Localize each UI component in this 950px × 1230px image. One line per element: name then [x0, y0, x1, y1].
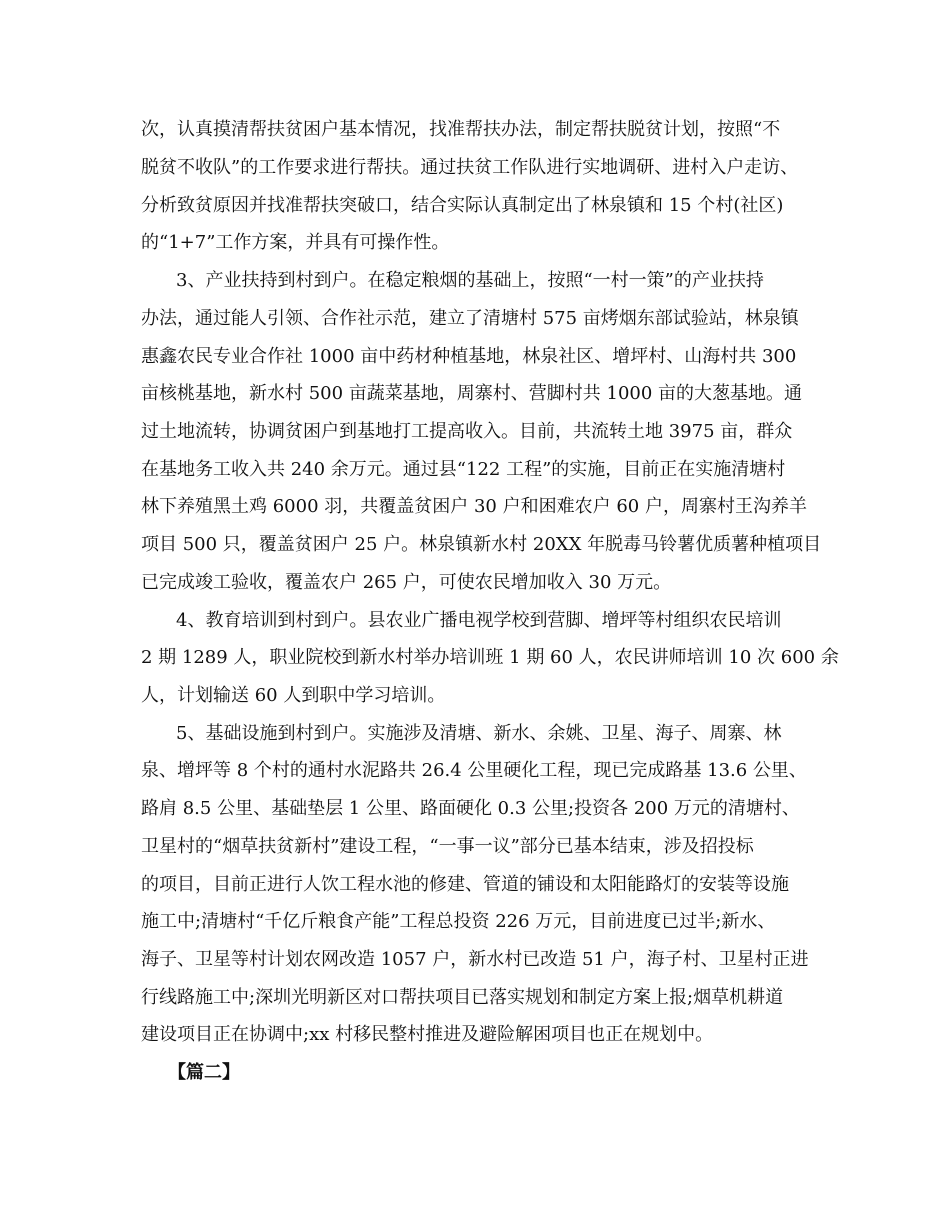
text-line-20: 卫星村的“烟草扶贫新村”建设工程，“一事一议”部分已基本结束，涉及招投标: [141, 836, 754, 857]
text-line-8: 亩核桃基地，新水村 500 亩蔬菜基地，周寨村、营脚村共 1000 亩的大葱基地。通: [141, 383, 803, 404]
text-line-12: 项目 500 只，覆盖贫困户 25 户。林泉镇新水村 20XX 年脱毒马铃薯优质薯种植项目: [141, 534, 822, 555]
text-line-4: 的“1+7”工作方案，并具有可操作性。: [141, 232, 450, 253]
text-line-10: 在基地务工收入共 240 余万元。通过县“122 工程”的实施，目前正在实施清塘村: [141, 459, 786, 480]
text-line-25: 建设项目正在协调中;xx 村移民整村推进及避险解困项目也正在规划中。: [141, 1024, 714, 1045]
text-line-6: 办法，通过能人引领、合作社示范，建立了清塘村 575 亩烤烟东部试验站，林泉镇: [141, 308, 799, 329]
text-line-2: 脱贫不收队”的工作要求进行帮扶。通过扶贫工作队进行实地调研、进村入户走访、: [141, 157, 799, 178]
text-line-9: 过土地流转，协调贫困户到基地打工提高收入。目前，共流转土地 3975 亩，群众: [141, 421, 793, 442]
text-line-24: 行线路施工中;深圳光明新区对口帮扶项目已落实规划和制定方案上报;烟草机耕道: [141, 987, 784, 1008]
text-line-5: 3、产业扶持到村到户。在稳定粮烟的基础上，按照“一村一策”的产业扶持: [176, 270, 764, 291]
text-line-14: 4、教育培训到村到户。县农业广播电视学校到营脚、增坪等村组织农民培训: [176, 610, 782, 631]
text-line-21: 的项目，目前正进行人饮工程水池的修建、管道的铺设和太阳能路灯的安装等设施: [141, 874, 789, 895]
text-line-17: 5、基础设施到村到户。实施涉及清塘、新水、余姚、卫星、海子、周寨、林: [176, 723, 782, 744]
text-line-11: 林下养殖黑土鸡 6000 羽，共覆盖贫困户 30 户和困难农户 60 户，周寨村王沟养羊: [141, 496, 807, 517]
text-line-13: 已完成竣工验收，覆盖农户 265 户，可使农民增加收入 30 万元。: [141, 572, 672, 593]
section-heading: 【篇二】: [168, 1062, 240, 1083]
text-line-22: 施工中;清塘村“千亿斤粮食产能”工程总投资 226 万元，目前进度已过半;新水、: [141, 911, 776, 932]
text-line-7: 惠鑫农民专业合作社 1000 亩中药材种植基地，林泉社区、增坪村、山海村共 300: [141, 346, 797, 367]
text-line-1: 次，认真摸清帮扶贫困户基本情况，找准帮扶办法，制定帮扶脱贫计划，按照“不: [141, 119, 781, 140]
text-line-18: 泉、增坪等 8 个村的通村水泥路共 26.4 公里硬化工程，现已完成路基 13.6 公里、: [141, 760, 807, 781]
text-line-19: 路肩 8.5 公里、基础垫层 1 公里、路面硬化 0.3 公里;投资各 200 万元的清塘村、: [141, 798, 800, 819]
text-line-23: 海子、卫星等村计划农网改造 1057 户，新水村已改造 51 户，海子村、卫星村正进: [141, 949, 809, 970]
text-line-15: 2 期 1289 人，职业院校到新水村举办培训班 1 期 60 人，农民讲师培训 10 次 600 余: [141, 647, 839, 668]
text-line-16: 人，计划输送 60 人到职中学习培训。: [141, 685, 446, 706]
text-line-3: 分析致贫原因并找准帮扶突破口，结合实际认真制定出了林泉镇和 15 个村(社区): [141, 195, 784, 216]
